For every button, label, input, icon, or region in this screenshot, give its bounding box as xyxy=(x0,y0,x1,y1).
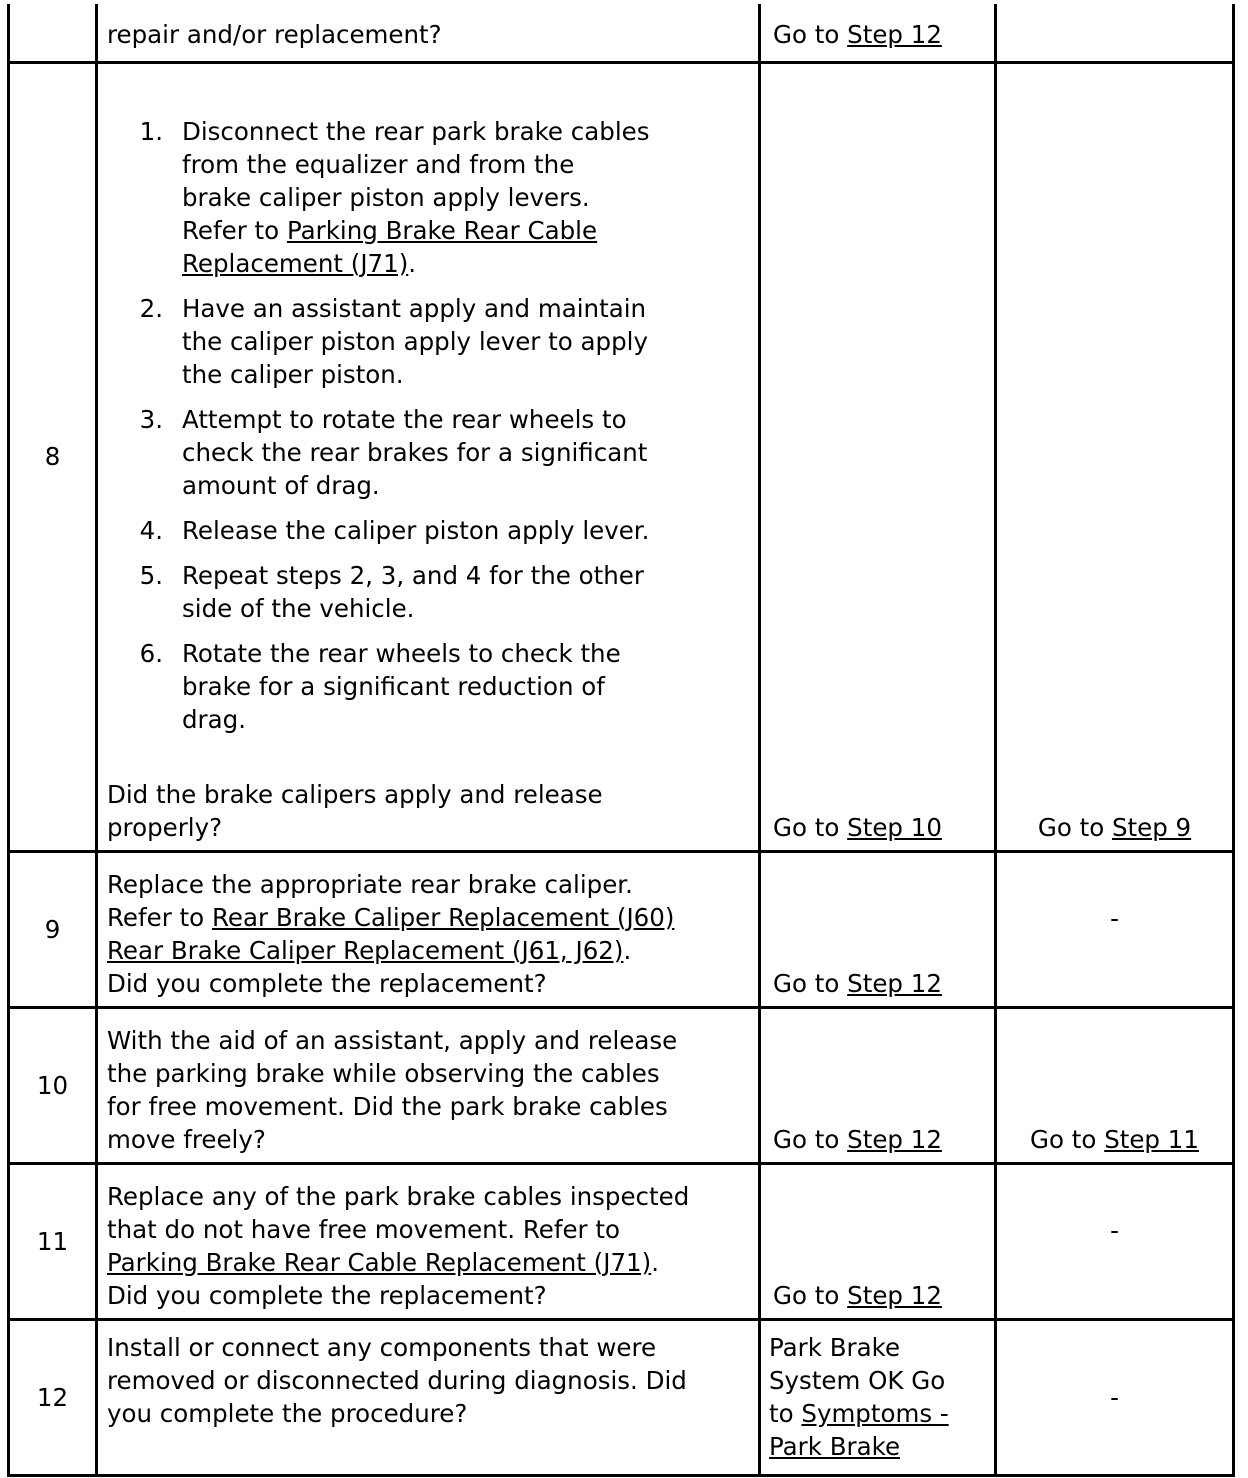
table-row xyxy=(9,1163,1234,1319)
substep-text: Disconnect the rear park brake cables from the equalizer and from the brake caliper piston apply levers. Refer to xyxy=(182,116,650,245)
no-cell xyxy=(996,1007,1234,1163)
substep-text: Release the caliper piston apply lever. xyxy=(182,515,650,545)
parking-brake-rear-cable-link[interactable]: Parking Brake Rear Cable Replacement (J71) xyxy=(107,1247,652,1277)
step-11-link[interactable]: Step 11 xyxy=(1104,1124,1199,1154)
list-item: 1. Disconnect the rear park brake cables from the equalizer and from the brake caliper piston apply levers. Refer to Parking Brake Rear Cable Replacement (J71). xyxy=(107,115,750,280)
step-number: 9 xyxy=(9,851,97,1007)
no-cell: - xyxy=(996,1163,1234,1319)
yes-prefix: Go to xyxy=(773,1280,848,1310)
rear-caliper-j61-j62-link[interactable]: Rear Brake Caliper Replacement (J61, J62) xyxy=(107,935,624,965)
step-12-link[interactable]: Step 12 xyxy=(847,1124,942,1154)
step-number: 11 xyxy=(9,1163,97,1319)
table-row xyxy=(9,4,1234,62)
table-row xyxy=(9,1007,1234,1163)
step-number: 10 xyxy=(9,1007,97,1163)
yes-cell xyxy=(760,1163,996,1319)
yes-prefix: Go to xyxy=(773,812,848,842)
list-item: 5. Repeat steps 2, 3, and 4 for the other side of the vehicle. xyxy=(139,560,644,623)
action-cell: Replace any of the park brake cables inspected that do not have free movement. Refer to Parking Brake Rear Cable Replacement (J71). Did you complete the replacement? xyxy=(97,1163,760,1319)
action-cell xyxy=(97,4,760,62)
no-cell: - xyxy=(996,851,1234,1007)
step-12-link[interactable]: Step 12 xyxy=(847,20,942,49)
yes-prefix: Go to xyxy=(773,968,848,998)
table-row xyxy=(9,62,1234,851)
step-9-link[interactable]: Step 9 xyxy=(1111,812,1192,842)
diagnostic-table xyxy=(7,4,1235,1477)
table-row xyxy=(9,1319,1234,1475)
yes-cell xyxy=(760,4,996,62)
action-cell xyxy=(97,62,760,851)
no-cell xyxy=(996,62,1234,851)
yes-cell: Park Brake System OK Go to Symptoms - Park Brake xyxy=(760,1319,996,1475)
yes-prefix: Go to xyxy=(773,1124,848,1154)
action-cell: Install or connect any components that were removed or disconnected during diagnosis. Did you complete the procedure? xyxy=(97,1319,760,1475)
no-prefix: Go to xyxy=(1030,1124,1105,1154)
step-12-link[interactable]: Step 12 xyxy=(847,1280,942,1310)
action-cell: Replace the appropriate rear brake caliper. Refer to Rear Brake Caliper Replacement (J60) Rear Brake Caliper Replacement (J61, J62). Did you complete the replacement? xyxy=(97,851,760,1007)
yes-prefix: Go to xyxy=(773,20,848,49)
list-item: 2. Have an assistant apply and maintain the caliper piston apply lever to apply the caliper piston. xyxy=(139,293,648,389)
parking-brake-rear-cable-link[interactable]: Parking Brake Rear Cable Replacement (J71) xyxy=(182,215,598,278)
step-12-link[interactable]: Step 12 xyxy=(847,968,942,998)
no-cell xyxy=(996,4,1234,62)
action-text: repair and/or replacement? xyxy=(107,20,442,49)
no-cell: - xyxy=(996,1319,1234,1475)
substep-list xyxy=(107,115,750,736)
step-10-link[interactable]: Step 10 xyxy=(847,812,942,842)
step-number: 12 xyxy=(9,1319,97,1475)
yes-cell xyxy=(760,1007,996,1163)
step-number: 8 xyxy=(9,62,97,851)
list-item: 4. Release the caliper piston apply lever. xyxy=(107,514,750,547)
action-cell: With the aid of an assistant, apply and release the parking brake while observing the cables for free movement. Did the park brake cables move freely? xyxy=(97,1007,760,1163)
question-text: Did you complete the replacement? xyxy=(107,1280,547,1310)
list-item: 6. Rotate the rear wheels to check the brake for a significant reduction of drag. xyxy=(139,638,621,734)
question-text: Did you complete the replacement? xyxy=(107,968,547,998)
no-prefix: Go to xyxy=(1037,812,1112,842)
yes-cell xyxy=(760,851,996,1007)
question-text: Did the brake calipers apply and release properly? xyxy=(107,779,603,842)
rear-caliper-j60-link[interactable]: Rear Brake Caliper Replacement (J60) xyxy=(211,902,675,932)
table-row xyxy=(9,851,1234,1007)
step-number xyxy=(9,4,97,62)
symptoms-park-brake-link[interactable]: Symptoms - Park Brake xyxy=(769,1398,949,1461)
yes-cell xyxy=(760,62,996,851)
list-item: 3. Attempt to rotate the rear wheels to check the rear brakes for a significant amount of drag. xyxy=(139,404,648,500)
